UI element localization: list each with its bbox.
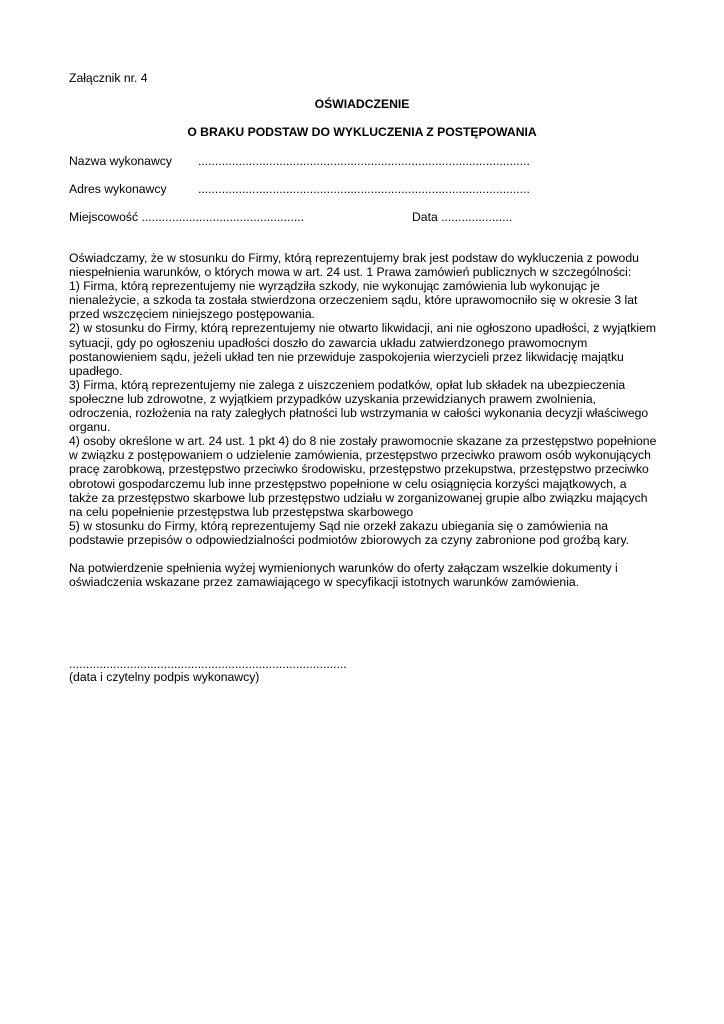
date-field: Data ..................... <box>412 210 513 224</box>
body-line: 5) w stosunku do Firmy, którą reprezentujemy Sąd nie orzekł zakazu ubiegania się o zamówienia na <box>69 518 608 533</box>
body-line: sytuacji, gdy po ogłoszeniu upadłości doszło do zawarcia układu zatwierdzonego prawomocnym <box>69 335 588 350</box>
body-line: niespełnienia warunków, o których mowa w art. 24 ust. 1 Prawa zamówień publicznych w szczególności: <box>69 265 632 280</box>
contractor-name-label: Nazwa wykonawcy <box>69 154 172 168</box>
place-field: Miejscowość ................................................ <box>69 210 304 224</box>
contractor-name-field: .................................................................................................. <box>198 154 530 168</box>
signature-caption: (data i czytelny podpis wykonawcy) <box>69 670 260 684</box>
contractor-address-label: Adres wykonawcy <box>69 182 167 196</box>
document-subtitle: O BRAKU PODSTAW DO WYKLUCZENIA Z POSTĘPOWANIA <box>187 125 537 139</box>
body-line: organu. <box>69 420 111 435</box>
body-line: odroczenia, rozłożenia na raty zaległych płatności lub wstrzymania w całości wykonania decyzji właściwego <box>69 406 649 421</box>
body-line: upadłego. <box>69 363 123 378</box>
confirmation-line: Na potwierdzenie spełnienia wyżej wymienionych warunków do oferty załączam wszelkie dokumenty i <box>69 561 618 575</box>
body-line: postanowieniem sądu, jeżeli układ ten nie przewiduje zaspokojenia wierzycieli przez likwidację majątku <box>69 349 624 364</box>
statement-body <box>69 251 669 547</box>
body-line: 4) osoby określone w art. 24 ust. 1 pkt 4) do 8 nie zostały prawomocnie skazane za przestępstwo popełnione <box>69 434 657 449</box>
signature-line: .................................................................................. <box>69 657 347 671</box>
body-line: 2) w stosunku do Firmy, którą reprezentujemy nie otwarto likwidacji, ani nie ogłoszono upadłości, z wyjątkiem <box>69 321 657 336</box>
body-line: w związku z postępowaniem o udzielenie zamówienia, przestępstwo przeciwko prawom osób wykonujących <box>69 448 651 463</box>
body-line: pracę zarobkową, przestępstwo przeciwko środowisku, przestępstwo przekupstwa, przestępstwo przeciwko <box>69 462 649 477</box>
body-line: nienależycie, a szkoda ta została stwierdzona orzeczeniem sądu, które uprawomocniło się w okresie 3 lat <box>69 293 638 308</box>
annex-number: Załącznik nr. 4 <box>69 71 148 85</box>
body-line: także za przestępstwo skarbowe lub przestępstwo udziału w zorganizowanej grupie albo związku mających <box>69 490 648 505</box>
confirmation-paragraph <box>69 561 669 589</box>
body-line: 3) Firma, którą reprezentujemy nie zalega z uiszczeniem podatków, opłat lub składek na ubezpieczenia <box>69 377 626 392</box>
body-line: podstawie przepisów o odpowiedzialności podmiotów zbiorowych za czyny zabronione pod groźbą kary. <box>69 532 630 547</box>
body-line: przed wszczęciem niniejszego postępowania. <box>69 307 315 322</box>
body-line: obrotowi gospodarczemu lub inne przestępstwo popełnione w celu osiągnięcia korzyści majątkowych, a <box>69 476 627 491</box>
contractor-address-field: .................................................................................................. <box>198 182 530 196</box>
body-line: 1) Firma, którą reprezentujemy nie wyrządziła szkody, nie wykonując zamówienia lub wykonując je <box>69 279 600 294</box>
body-line: Oświadczamy, że w stosunku do Firmy, którą reprezentujemy brak jest podstaw do wykluczenia z powodu <box>69 251 639 265</box>
confirmation-line: oświadczenia wskazane przez zamawiającego w specyfikacji istotnych warunków zamówienia. <box>69 575 580 590</box>
body-line: społeczne lub zdrowotne, z wyjątkiem przypadków uzyskania przewidzianych prawem zwolnienia, <box>69 391 597 406</box>
body-line: na celu popełnienie przestępstwa lub przestępstwa skarbowego <box>69 504 414 519</box>
document-title: OŚWIADCZENIE <box>314 97 410 111</box>
